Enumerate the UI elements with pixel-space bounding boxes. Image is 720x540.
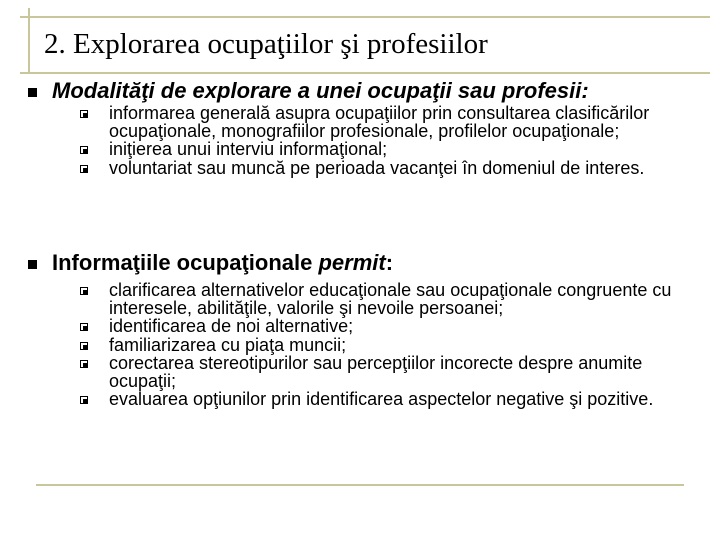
checkbox-bullet-icon — [80, 360, 88, 368]
square-bullet-icon — [28, 260, 37, 269]
list-item: corectarea stereotipurilor sau percepţiilor incorecte despre anumite ocupaţii; — [109, 355, 699, 390]
list-item: familiarizarea cu piaţa muncii; — [109, 337, 699, 355]
checkbox-bullet-icon — [80, 323, 88, 331]
list-item: clarificarea alternativelor educaţionale sau ocupaţionale congruente cu interesele, abilităţile, valorile şi nevoile persoanei; — [109, 282, 699, 317]
list-item: evaluarea opţiunilor prin identificarea aspectelor negative şi pozitive. — [109, 391, 699, 409]
section-heading-text: Modalităţi de explorare a unei ocupaţii sau profesii: — [52, 78, 589, 103]
frame-left-line — [28, 8, 30, 74]
checkbox-bullet-icon — [80, 342, 88, 350]
checkbox-bullet-icon — [80, 110, 88, 118]
checkbox-bullet-icon — [80, 396, 88, 404]
section-heading-colon: : — [385, 250, 394, 275]
list-item: informarea generală asupra ocupaţiilor prin consultarea clasificărilor ocupaţionale, monografiilor profesionale, profilelor ocupaţionale; — [109, 105, 699, 140]
frame-bottom-line — [36, 484, 684, 486]
slide-title: 2. Explorarea ocupaţiilor şi profesiilor — [44, 28, 488, 60]
section-heading-explorare — [52, 78, 589, 104]
explorare-list — [109, 105, 699, 178]
section-heading-informatii — [52, 250, 393, 276]
frame-top-line — [20, 16, 710, 18]
checkbox-bullet-icon — [80, 146, 88, 154]
informatii-list — [109, 282, 699, 410]
list-item: iniţierea unui interviu informaţional; — [109, 141, 699, 159]
square-bullet-icon — [28, 88, 37, 97]
checkbox-bullet-icon — [80, 287, 88, 295]
title-underline — [20, 72, 710, 74]
section-heading-emphasis: permit — [318, 250, 386, 275]
list-item: voluntariat sau muncă pe perioada vacanţei în domeniul de interes. — [109, 160, 699, 178]
list-item: identificarea de noi alternative; — [109, 318, 699, 336]
section-heading-text: Informaţiile ocupaţionale — [52, 250, 319, 275]
checkbox-bullet-icon — [80, 165, 88, 173]
